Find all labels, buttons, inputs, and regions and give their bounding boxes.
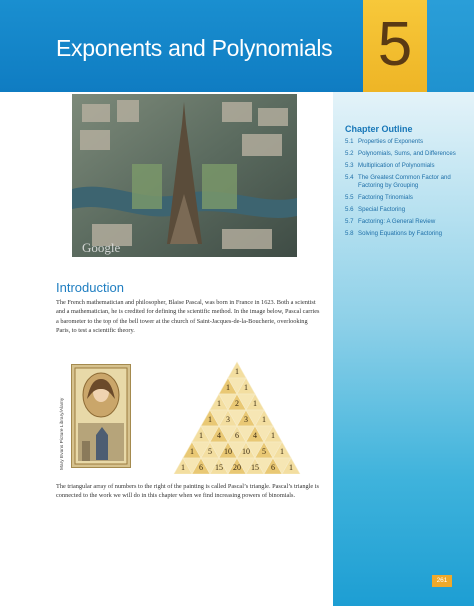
triangle-number: 6 (235, 431, 239, 440)
triangle-number: 1 (262, 415, 266, 424)
chapter-outline-list (345, 138, 463, 242)
triangle-number: 10 (242, 447, 250, 456)
painting-credit: Mary Evans Picture Library/Alamy (60, 397, 65, 470)
outline-item[interactable]: 5.1 Properties of Exponents (345, 138, 424, 145)
chapter-title: Exponents and Polynomials (56, 35, 333, 61)
triangle-number: 1 (253, 399, 257, 408)
triangle-number: 1 (181, 463, 185, 472)
eiffel-tower-aerial-photo (72, 94, 297, 257)
triangle-number: 1 (217, 399, 221, 408)
header-right-strip (427, 0, 474, 92)
outline-item[interactable]: 5.4 The Greatest Common Factor and Factoring by Grouping (345, 174, 451, 189)
chapter-outline-title: Chapter Outline (345, 124, 413, 134)
triangle-number: 1 (235, 367, 239, 376)
introduction-paragraph: The French mathematician and philosopher, Blaise Pascal, was born in France in 1623. Both a scientist and a mathematician, he is credited for defining the scientific method. In the image below, Pascal carries a barometer to the top of the bell tower at the church of Saint-Jacques-de-la-Boucherie, overlooking Paris, to test a scientific theory. (56, 299, 320, 335)
chapter-number: 5 (377, 10, 413, 79)
chapter-header (0, 0, 474, 92)
triangle-number: 6 (199, 463, 203, 472)
aerial-photo-illustration (72, 94, 297, 257)
pascal-portrait-illustration (72, 365, 130, 467)
map-watermark: Google (82, 240, 121, 255)
triangle-number: 3 (244, 415, 248, 424)
triangle-number: 15 (251, 463, 259, 472)
introduction-heading: Introduction (56, 280, 124, 295)
triangle-number: 3 (226, 415, 230, 424)
triangle-number: 1 (271, 431, 275, 440)
triangle-number: 1 (226, 383, 230, 392)
outline-item[interactable]: 5.8 Solving Equations by Factoring (345, 230, 443, 237)
outline-item[interactable]: 5.2 Polynomials, Sums, and Differences (345, 150, 456, 157)
outline-item[interactable]: 5.6 Special Factoring (345, 206, 406, 213)
triangle-number: 4 (217, 431, 221, 440)
triangle-number: 1 (190, 447, 194, 456)
triangle-number: 1 (289, 463, 293, 472)
chapter-number-box (363, 0, 427, 92)
triangle-number: 2 (235, 399, 239, 408)
triangle-number: 6 (271, 463, 275, 472)
triangle-number: 1 (244, 383, 248, 392)
triangle-number: 1 (199, 431, 203, 440)
outline-item[interactable]: 5.3 Multiplication of Polynomials (345, 162, 435, 169)
triangle-number: 20 (233, 463, 241, 472)
pascals-triangle-caption: The triangular array of numbers to the right of the painting is called Pascal’s triangle. Pascal’s triangle is connected to the work we will do in this chapter when we find increasing powers of binomials. (56, 483, 319, 500)
outline-item[interactable]: 5.5 Factoring Trinomials (345, 194, 413, 201)
page-number: 261 (432, 575, 452, 587)
outline-item[interactable]: 5.7 Factoring: A General Review (345, 218, 436, 225)
triangle-number: 15 (215, 463, 223, 472)
triangle-number: 1 (280, 447, 284, 456)
triangle-number: 10 (224, 447, 232, 456)
triangle-number: 5 (208, 447, 212, 456)
triangle-number: 4 (253, 431, 257, 440)
triangle-number: 5 (262, 447, 266, 456)
triangle-number: 1 (208, 415, 212, 424)
pascal-painting (71, 364, 131, 468)
pascals-triangle (172, 358, 302, 474)
